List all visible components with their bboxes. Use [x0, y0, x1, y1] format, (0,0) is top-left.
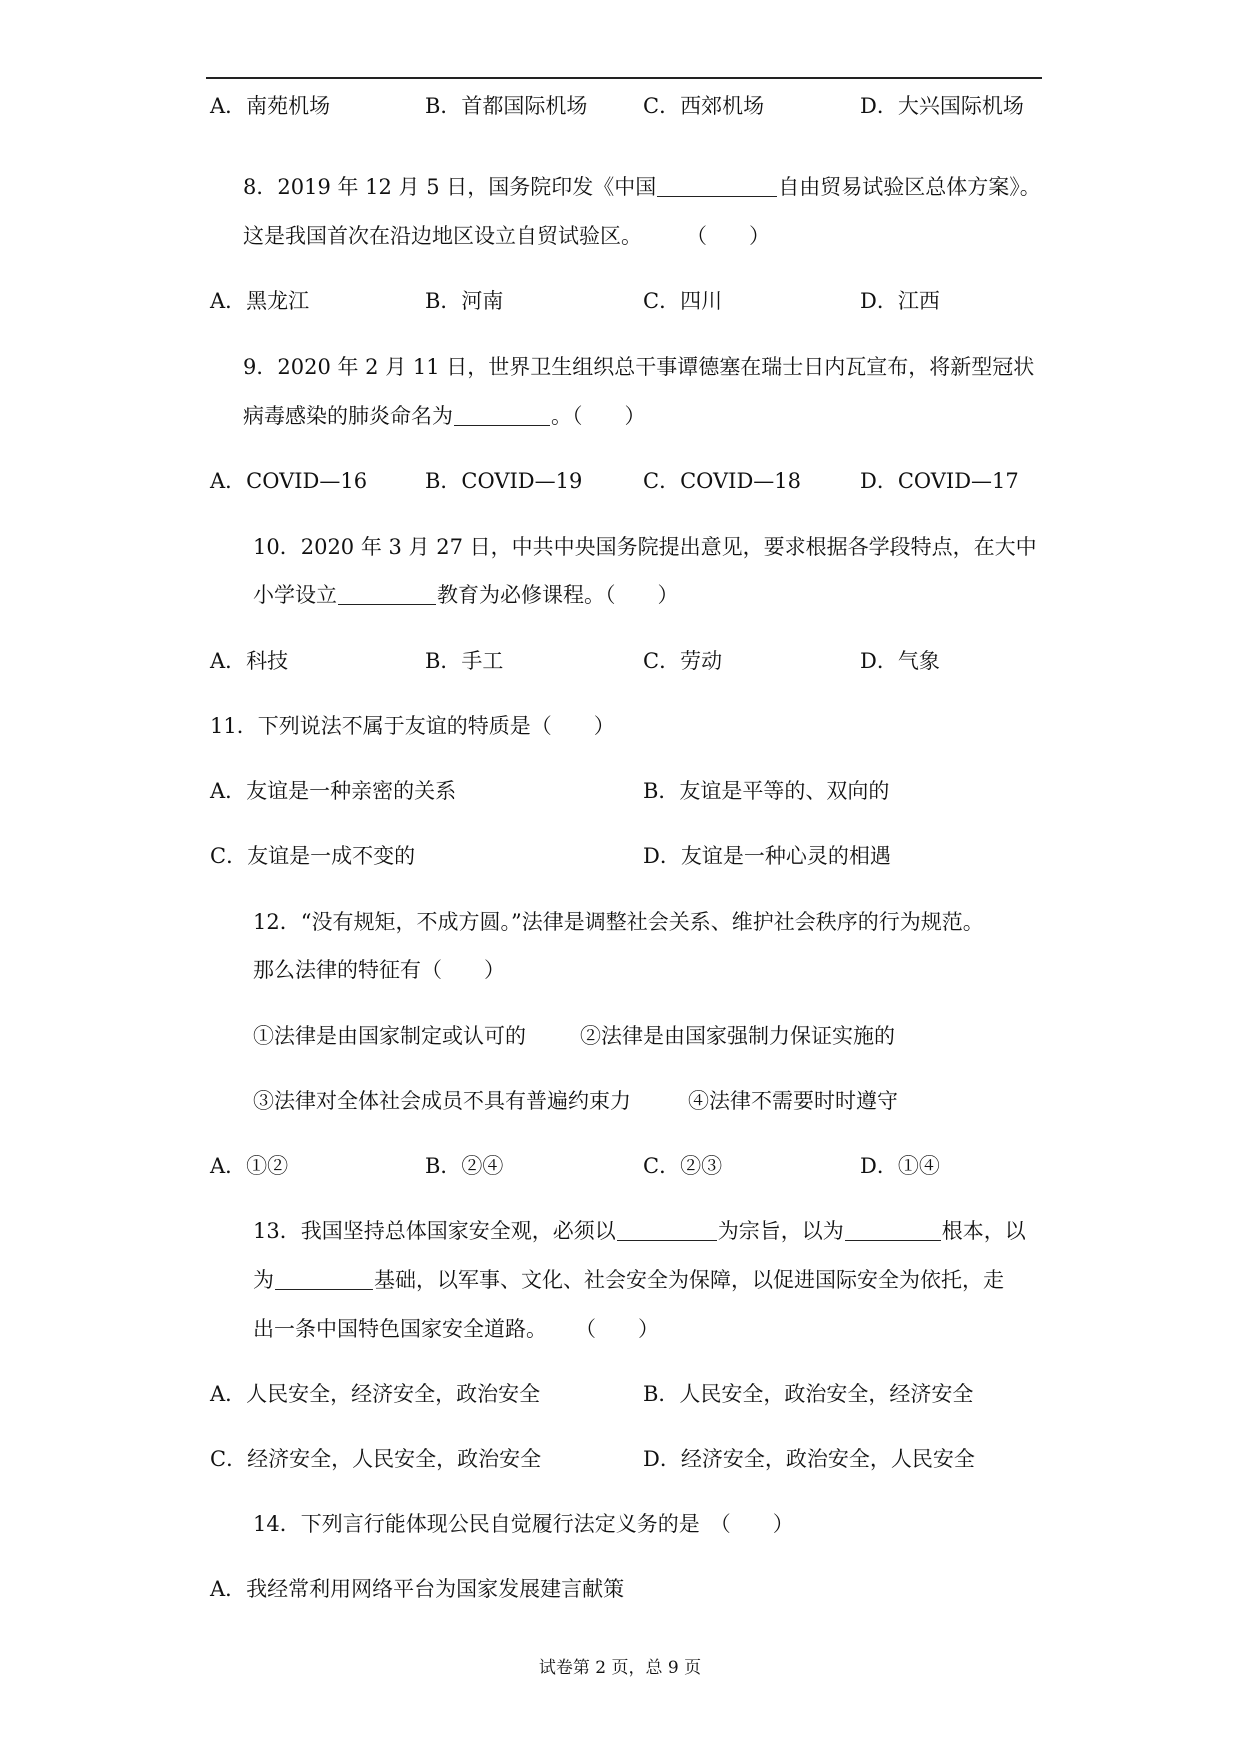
header-rule: [206, 77, 1042, 79]
q10-option-d[interactable]: D．气象: [860, 649, 940, 673]
q12-stem-line1: 12．“没有规矩，不成方圆。”法律是调整社会关系、维护社会秩序的行为规范。: [253, 910, 984, 934]
q13-option-a[interactable]: A．人民安全，经济安全，政治安全: [210, 1382, 541, 1406]
q14-answer-paren: （ ）: [709, 1512, 794, 1536]
q10-option-a[interactable]: A．科技: [210, 649, 289, 673]
q12-option-c[interactable]: C．②③: [643, 1154, 723, 1178]
q11-stem: 11．下列说法不属于友谊的特质是（ ）: [210, 714, 615, 738]
q12-option-d[interactable]: D．①④: [860, 1154, 940, 1178]
q8-blank[interactable]: [657, 176, 777, 197]
q8-answer-paren: （ ）: [686, 224, 770, 248]
q9-blank[interactable]: [454, 405, 550, 426]
q8-option-c[interactable]: C．四川: [643, 289, 723, 313]
q13-stem-line2: [253, 1266, 1004, 1294]
q10-stem-line2: [253, 581, 679, 609]
q14-stem-text: 14．下列言行能体现公民自觉履行法定义务的是: [253, 1512, 700, 1536]
q12-statement-4: ④法律不需要时时遵守: [688, 1089, 898, 1113]
q12-statement-2: ②法律是由国家强制力保证实施的: [580, 1024, 895, 1048]
q12-option-b[interactable]: B．②④: [425, 1154, 504, 1178]
q12-option-a[interactable]: A．①②: [210, 1154, 289, 1178]
q13-stem-line1: [253, 1217, 1026, 1245]
q8-stem-line2: [243, 222, 770, 250]
page-footer: 试卷第 2 页，总 9 页: [538, 1658, 702, 1678]
q12-statement-1: ①法律是由国家制定或认可的: [253, 1024, 526, 1048]
q13-stem-line3: [253, 1315, 659, 1343]
q13-option-c[interactable]: C．经济安全，人民安全，政治安全: [210, 1447, 542, 1471]
q9-option-c[interactable]: C．COVID—18: [643, 469, 802, 493]
q8-stem-part1: 8．2019 年 12 月 5 日，国务院印发《中国: [243, 175, 657, 199]
q9-option-d[interactable]: D．COVID—17: [860, 469, 1019, 493]
q8-option-d[interactable]: D．江西: [860, 289, 940, 313]
q13-stem-part6: 出一条中国特色国家安全道路。: [253, 1317, 547, 1341]
q9-stem-part2: 。（ ）: [551, 404, 646, 428]
q9-stem-line1: 9．2020 年 2 月 11 日，世界卫生组织总干事谭德塞在瑞士日内瓦宣布，将新型冠状: [243, 355, 1035, 379]
q13-option-d[interactable]: D．经济安全，政治安全，人民安全: [643, 1447, 975, 1471]
q13-stem-part5: 基础，以军事、文化、社会安全为保障，以促进国际安全为依托，走: [374, 1268, 1004, 1292]
q11-option-c[interactable]: C．友谊是一成不变的: [210, 844, 416, 868]
q13-answer-paren: （ ）: [575, 1317, 659, 1341]
q10-option-b[interactable]: B．手工: [425, 649, 504, 673]
q11-option-b[interactable]: B．友谊是平等的、双向的: [643, 779, 890, 803]
q14-stem: [253, 1510, 794, 1538]
q10-stem-part1: 小学设立: [253, 583, 337, 607]
q9-option-b[interactable]: B．COVID—19: [425, 469, 583, 493]
q13-blank-2[interactable]: [845, 1220, 941, 1241]
q7-option-d[interactable]: D．大兴国际机场: [860, 94, 1024, 118]
q10-blank[interactable]: [338, 584, 436, 605]
q8-stem-part3: 这是我国首次在沿边地区设立自贸试验区。: [243, 224, 642, 248]
q9-stem-line2: [243, 402, 646, 430]
q13-stem-part2: 为宗旨，以为: [717, 1219, 844, 1243]
q7-option-a[interactable]: A．南苑机场: [210, 94, 331, 118]
q10-option-c[interactable]: C．劳动: [643, 649, 723, 673]
q10-stem-line1: 10．2020 年 3 月 27 日，中共中央国务院提出意见，要求根据各学段特点，在大中: [253, 535, 1037, 559]
q9-option-a[interactable]: A．COVID—16: [210, 469, 368, 493]
q8-option-b[interactable]: B．河南: [425, 289, 504, 313]
q8-option-a[interactable]: A．黑龙江: [210, 289, 310, 313]
q13-option-b[interactable]: B．人民安全，政治安全，经济安全: [643, 1382, 974, 1406]
q7-option-c[interactable]: C．西郊机场: [643, 94, 765, 118]
q13-stem-part1: 13．我国坚持总体国家安全观，必须以: [253, 1219, 616, 1243]
q12-statement-3: ③法律对全体社会成员不具有普遍约束力: [253, 1089, 631, 1113]
q13-blank-3[interactable]: [275, 1269, 373, 1290]
q13-blank-1[interactable]: [617, 1220, 717, 1241]
q9-stem-part1: 病毒感染的肺炎命名为: [243, 404, 453, 428]
q14-option-a[interactable]: A．我经常利用网络平台为国家发展建言献策: [210, 1577, 625, 1601]
q11-option-d[interactable]: D．友谊是一种心灵的相遇: [643, 844, 891, 868]
q13-stem-part4: 为: [253, 1268, 274, 1292]
q11-option-a[interactable]: A．友谊是一种亲密的关系: [210, 779, 457, 803]
q13-stem-part3: 根本，以: [941, 1219, 1026, 1243]
q12-stem-line2: 那么法律的特征有（ ）: [253, 958, 505, 982]
q7-option-b[interactable]: B．首都国际机场: [425, 94, 588, 118]
q8-stem-line1: [243, 173, 1041, 201]
q8-stem-part2: 自由贸易试验区总体方案》。: [778, 175, 1041, 199]
q10-stem-part2: 教育为必修课程。（ ）: [437, 583, 679, 607]
